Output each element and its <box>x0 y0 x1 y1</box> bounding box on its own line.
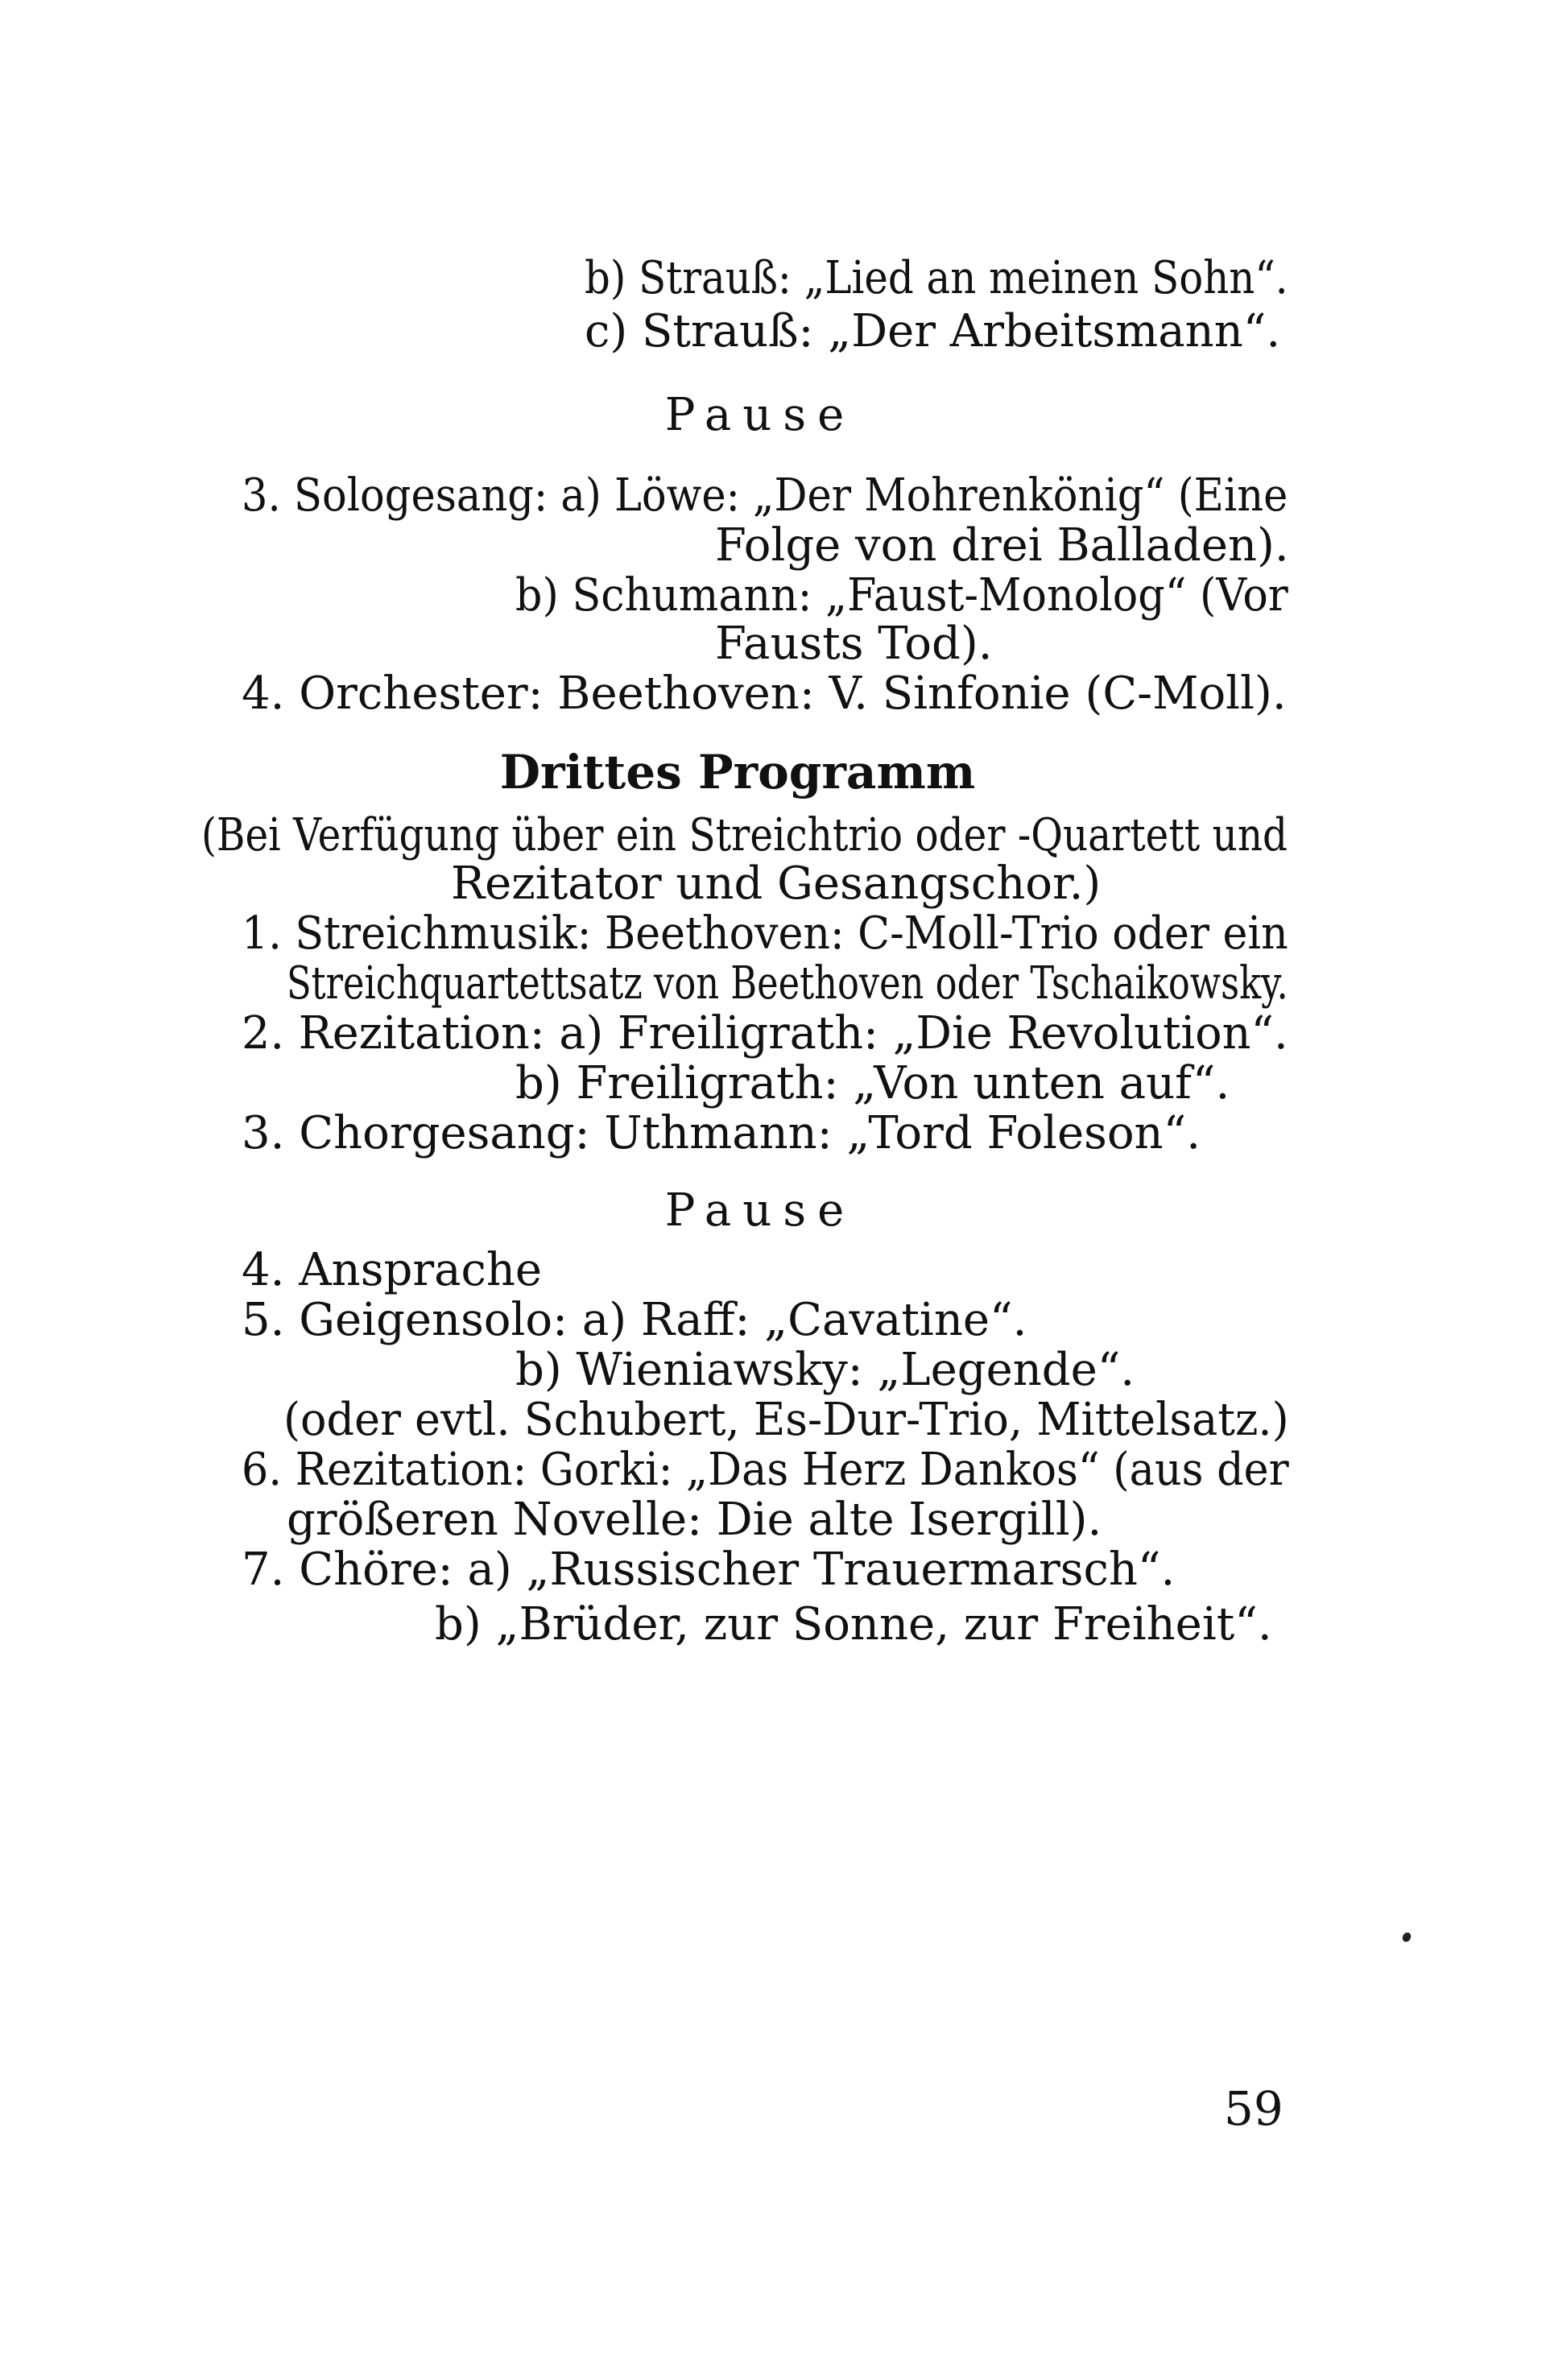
text-line: 7. Chöre: a) „Russischer Trauermarsch“. <box>242 1543 1176 1596</box>
text-line: Fausts Tod). <box>715 618 993 670</box>
text-line: Rezitator und Gesangschor.) <box>451 857 1102 910</box>
text-line: 3. Chorgesang: Uthmann: „Tord Foleson“. <box>242 1107 1201 1159</box>
text-line: 4. Ansprache <box>242 1244 543 1296</box>
text-line: Folge von drei Balladen). <box>715 519 1289 572</box>
text-line: c) Strauß: „Der Arbeitsmann“. <box>585 305 1281 357</box>
text-line: größeren Novelle: Die alte Isergill). <box>287 1494 1102 1546</box>
text-line: (Bei Verfügung über ein Streichtrio oder -Quartett und <box>201 809 1288 862</box>
text-line: b) Schumann: „Faust-Monolog“ (Vor <box>515 569 1288 622</box>
text-line: b) Wieniawsky: „Legende“. <box>515 1344 1135 1396</box>
text-line: 5. Geigensolo: a) Raff: „Cavatine“. <box>242 1294 1027 1346</box>
pause-heading: Pause <box>664 389 856 441</box>
ink-speck <box>1401 1931 1413 1943</box>
text-line: Streichquartettsatz von Beethoven oder Tschaikowsky. <box>287 957 1288 1010</box>
text-line: 2. Rezitation: a) Freiligrath: „Die Revolution“. <box>242 1007 1288 1060</box>
text-line: b) Freiligrath: „Von unten auf“. <box>515 1057 1230 1109</box>
text-line: b) Strauß: „Lied an meinen Sohn“. <box>585 252 1288 304</box>
text-line: b) „Brüder, zur Sonne, zur Freiheit“. <box>435 1598 1272 1651</box>
text-line: 6. Rezitation: Gorki: „Das Herz Dankos“ (aus der <box>242 1444 1289 1496</box>
page-number: 59 <box>1224 2081 1284 2136</box>
section-heading: Drittes Programm <box>499 745 976 800</box>
text-line: 3. Sologesang: a) Löwe: „Der Mohrenkönig“ (Eine <box>242 469 1288 522</box>
text-line: 4. Orchester: Beethoven: V. Sinfonie (C-Moll). <box>242 667 1287 720</box>
text-line: 1. Streichmusik: Beethoven: C-Moll-Trio oder ein <box>242 907 1288 960</box>
text-line: (oder evtl. Schubert, Es-Dur-Trio, Mittelsatz.) <box>283 1394 1289 1446</box>
pause-heading: Pause <box>664 1184 856 1237</box>
